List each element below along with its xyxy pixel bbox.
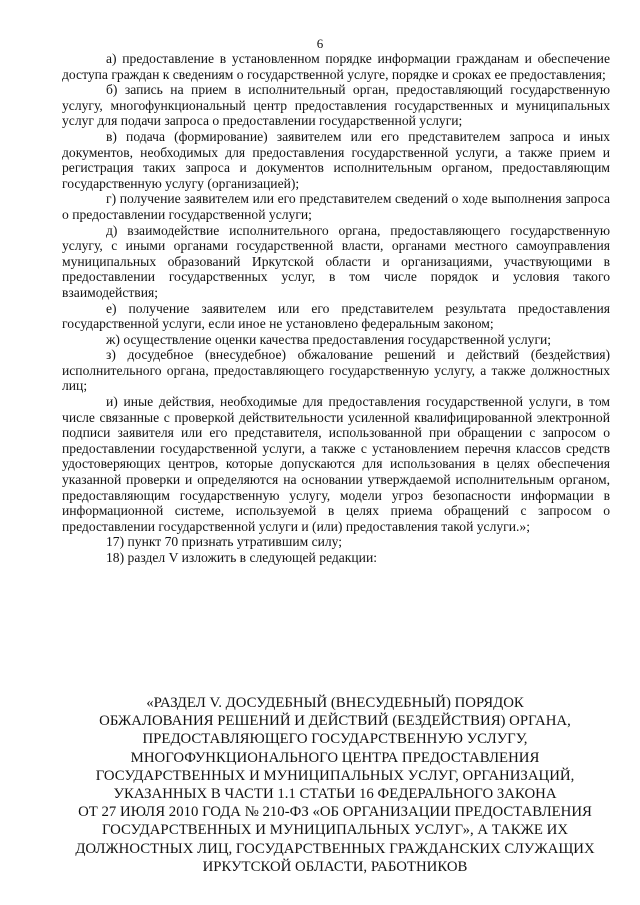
heading-line: «РАЗДЕЛ V. ДОСУДЕБНЫЙ (ВНЕСУДЕБНЫЙ) ПОРЯДОК bbox=[146, 695, 524, 711]
heading-line: ГОСУДАРСТВЕННЫХ И МУНИЦИПАЛЬНЫХ УСЛУГ, ОРГАНИЗАЦИЙ, bbox=[95, 767, 575, 784]
heading-line: УКАЗАННЫХ В ЧАСТИ 1.1 СТАТЬИ 16 ФЕДЕРАЛЬНОГО ЗАКОНА bbox=[113, 786, 557, 803]
paragraph-item-a: а) предоставление в установленном порядке информации гражданам и обеспечение доступа граждан к сведениям о государственной услуге, порядке и сроках ее предоставления; bbox=[62, 51, 610, 82]
heading-line: ИРКУТСКОЙ ОБЛАСТИ, РАБОТНИКОВ bbox=[202, 858, 468, 875]
heading-line: ОБЖАЛОВАНИЯ РЕШЕНИЙ И ДЕЙСТВИЙ (БЕЗДЕЙСТВИЯ) ОРГАНА, bbox=[99, 713, 571, 730]
paragraph-item-g: г) получение заявителем или его представителем сведений о ходе выполнения запроса о предоставлении государственной услуги; bbox=[62, 191, 610, 222]
paragraph-item-i: и) иные действия, необходимые для предоставления государственной услуги, в том числе связанные с проверкой действительности усиленной квалифицированной электронной подписи заявителя или его представителя, использованной при обращении с запросом о предоставлении государственной услуги, а также с установлением перечня классов средств удостоверяющих центров, которые допускаются для использования в целях обеспечения указанной проверки и определяются на основании утверждаемой исполнительным органом, предоставляющим государственную услугу, модели угроз безопасности информации в информационной системе, используемой в целях приема обращений с запросом о предоставлении государственной услуги и (или) предоставления такой услуги.»; bbox=[62, 394, 610, 534]
paragraph-point-18: 18) раздел V изложить в следующей редакции: bbox=[106, 550, 378, 565]
paragraph-item-d: д) взаимодействие исполнительного органа, предоставляющего государственную услугу, с иными органами государственной власти, органами местного самоуправления муниципальных образований Иркутской области и организациями, участвующими в предоставлении государственных услуг, в том числе порядок и условия такого взаимодействия; bbox=[62, 222, 610, 300]
heading-line: ДОЛЖНОСТНЫХ ЛИЦ, ГОСУДАРСТВЕННЫХ ГРАЖДАНСКИХ СЛУЖАЩИХ bbox=[75, 840, 595, 857]
document-body bbox=[62, 51, 610, 566]
paragraph-item-v: в) подача (формирование) заявителем или его представителем запроса и иных документов, необходимых для предоставления государственной услуги, а также прием и регистрация таких запроса и документов исполнительным органом, предоставляющим государственную услугу (организацией); bbox=[62, 128, 610, 191]
heading-line: ОТ 27 ИЮЛЯ 2010 ГОДА № 210-ФЗ «ОБ ОРГАНИЗАЦИИ ПРЕДОСТАВЛЕНИЯ bbox=[78, 804, 592, 821]
paragraph-point-17: 17) пункт 70 признать утратившим силу; bbox=[106, 534, 343, 550]
heading-line: ГОСУДАРСТВЕННЫХ И МУНИЦИПАЛЬНЫХ УСЛУГ», А ТАКЖЕ ИХ bbox=[101, 822, 569, 839]
page-number: 6 bbox=[316, 36, 324, 51]
section-heading bbox=[50, 694, 620, 876]
paragraph-item-b: б) запись на прием в исполнительный орган, предоставляющий государственную услугу, многофункциональный центр предоставления государственных и муниципальных услуг для подачи запроса о предоставлении государственной услуги; bbox=[62, 82, 610, 129]
heading-line: МНОГОФУНКЦИОНАЛЬНОГО ЦЕНТРА ПРЕДОСТАВЛЕНИЯ bbox=[130, 749, 540, 766]
paragraph-item-e: е) получение заявителем или его представителем результата предоставления государственной услуги, если иное не установлено федеральным законом; bbox=[62, 300, 610, 332]
paragraph-item-zh: ж) осуществление оценки качества предоставления государственной услуги; bbox=[106, 331, 552, 347]
paragraph-item-z: з) досудебное (внесудебное) обжалование решений и действий (бездействия) исполнительного органа, предоставляющего государственную услугу, а также должностных лиц; bbox=[62, 347, 610, 394]
heading-line: ПРЕДОСТАВЛЯЮЩЕГО ГОСУДАРСТВЕННУЮ УСЛУГУ, bbox=[142, 731, 528, 748]
